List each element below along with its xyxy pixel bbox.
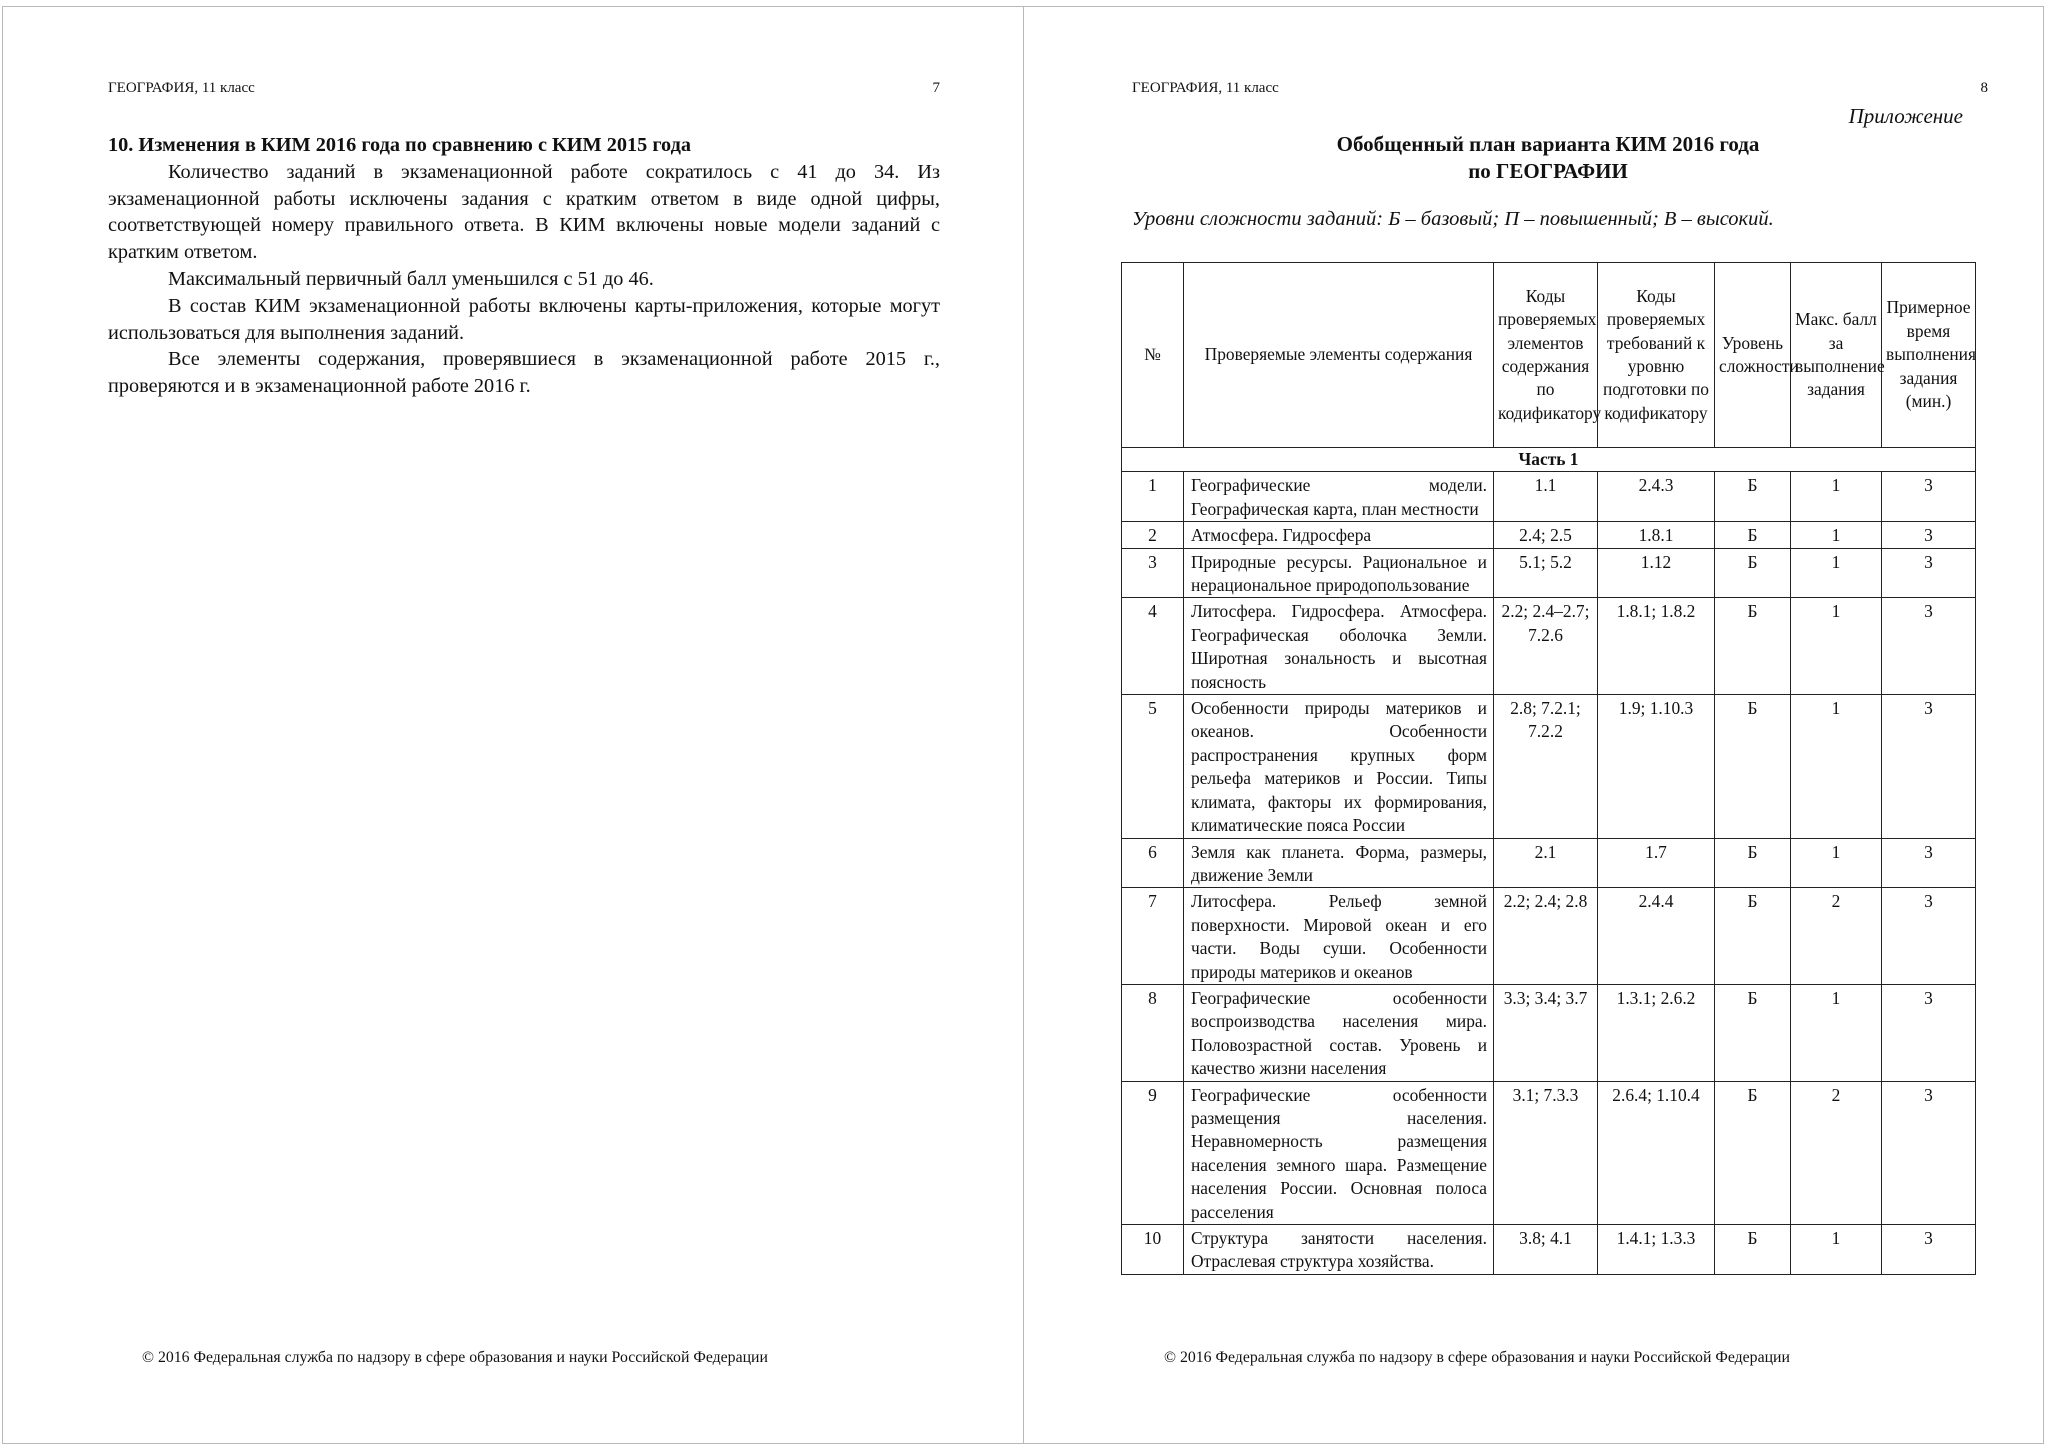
content-codes: 5.1; 5.2 — [1494, 548, 1598, 598]
col-header-requirement-codes: Коды проверяемых требований к уровню подготовки по кодификатору — [1598, 263, 1715, 448]
content-codes: 2.8; 7.2.1; 7.2.2 — [1494, 695, 1598, 838]
difficulty-level: Б — [1715, 838, 1791, 888]
table-row — [1122, 548, 1976, 598]
task-number: 10 — [1122, 1225, 1184, 1275]
left-page — [0, 0, 1023, 1448]
content-codes: 1.1 — [1494, 472, 1598, 522]
task-content: Природные ресурсы. Рациональное и нерациональное природопользование — [1184, 548, 1494, 598]
task-number: 3 — [1122, 548, 1184, 598]
plan-table — [1121, 262, 1976, 1275]
task-number: 7 — [1122, 888, 1184, 985]
task-number: 8 — [1122, 984, 1184, 1081]
difficulty-level: Б — [1715, 548, 1791, 598]
content-codes: 2.2; 2.4–2.7; 7.2.6 — [1494, 598, 1598, 695]
requirement-codes: 1.9; 1.10.3 — [1598, 695, 1715, 838]
time-minutes: 3 — [1882, 598, 1976, 695]
table-row — [1122, 522, 1976, 548]
time-minutes: 3 — [1882, 838, 1976, 888]
section-heading: 10. Изменения в КИМ 2016 года по сравнению с КИМ 2015 года — [108, 134, 692, 156]
difficulty-level: Б — [1715, 695, 1791, 838]
requirement-codes: 2.4.4 — [1598, 888, 1715, 985]
requirement-codes: 1.8.1 — [1598, 522, 1715, 548]
max-score: 1 — [1791, 598, 1882, 695]
requirement-codes: 1.7 — [1598, 838, 1715, 888]
task-number: 4 — [1122, 598, 1184, 695]
left-footer: © 2016 Федеральная служба по надзору в сфере образования и науки Российской Федерации — [142, 1349, 768, 1366]
task-number: 1 — [1122, 472, 1184, 522]
col-header-content-codes: Коды проверяемых элементов содержания по кодификатору — [1494, 263, 1598, 448]
difficulty-levels-note: Уровни сложности заданий: Б – базовый; П – повышенный; В – высокий. — [1132, 208, 1774, 230]
max-score: 1 — [1791, 695, 1882, 838]
task-number: 2 — [1122, 522, 1184, 548]
page-number: 8 — [1980, 80, 1988, 96]
task-content: Литосфера. Рельеф земной поверхности. Мировой океан и его части. Воды суши. Особенности природы материков и океанов — [1184, 888, 1494, 985]
task-number: 6 — [1122, 838, 1184, 888]
difficulty-level: Б — [1715, 984, 1791, 1081]
max-score: 2 — [1791, 888, 1882, 985]
table-row — [1122, 888, 1976, 985]
right-running-header — [1132, 80, 1988, 97]
difficulty-level: Б — [1715, 472, 1791, 522]
paragraph: Все элементы содержания, проверявшиеся в экзаменационной работе 2015 г., проверяются и в экзаменационной работе 2016 г. — [108, 348, 940, 398]
paragraph: Количество заданий в экзаменационной работе сократилось с 41 до 34. Из экзаменационной работы исключены задания с кратким ответом в виде одной цифры, соответствующей номеру правильного ответа. В КИМ включены новые модели заданий с кратким ответом. — [108, 160, 940, 264]
max-score: 1 — [1791, 472, 1882, 522]
table-row — [1122, 838, 1976, 888]
plan-title — [1192, 131, 1904, 185]
time-minutes: 3 — [1882, 522, 1976, 548]
task-number: 5 — [1122, 695, 1184, 838]
paragraph: В состав КИМ экзаменационной работы включены карты-приложения, которые могут использоваться для выполнения заданий. — [108, 294, 940, 344]
requirement-codes: 1.3.1; 2.6.2 — [1598, 984, 1715, 1081]
plan-title-line: Обобщенный план варианта КИМ 2016 года — [1336, 132, 1760, 156]
task-content: Атмосфера. Гидросфера — [1184, 522, 1494, 548]
appendix-label: Приложение — [1848, 104, 1963, 128]
difficulty-level: Б — [1715, 522, 1791, 548]
task-content: Географические модели. Географическая карта, план местности — [1184, 472, 1494, 522]
difficulty-level: Б — [1715, 1225, 1791, 1275]
task-number: 9 — [1122, 1081, 1184, 1224]
header-title: ГЕОГРАФИЯ, 11 класс — [108, 80, 255, 96]
part-label: Часть 1 — [1122, 448, 1976, 472]
time-minutes: 3 — [1882, 1225, 1976, 1275]
max-score: 1 — [1791, 522, 1882, 548]
table-row — [1122, 598, 1976, 695]
max-score: 1 — [1791, 548, 1882, 598]
task-content: Географические особенности воспроизводства населения мира. Половозрастной состав. Уровень и качество жизни населения — [1184, 984, 1494, 1081]
task-content: Земля как планета. Форма, размеры, движение Земли — [1184, 838, 1494, 888]
col-header-number: № — [1122, 263, 1184, 448]
content-codes: 2.1 — [1494, 838, 1598, 888]
max-score: 1 — [1791, 1225, 1882, 1275]
left-running-header — [108, 80, 940, 97]
table-row — [1122, 472, 1976, 522]
col-header-level: Уровень сложности — [1715, 263, 1791, 448]
content-codes: 3.3; 3.4; 3.7 — [1494, 984, 1598, 1081]
difficulty-level: Б — [1715, 598, 1791, 695]
content-codes: 2.2; 2.4; 2.8 — [1494, 888, 1598, 985]
difficulty-level: Б — [1715, 1081, 1791, 1224]
col-header-content: Проверяемые элементы содержания — [1184, 263, 1494, 448]
right-page — [1024, 0, 2048, 1448]
right-footer: © 2016 Федеральная служба по надзору в сфере образования и науки Российской Федерации — [1164, 1349, 1790, 1366]
time-minutes: 3 — [1882, 1081, 1976, 1224]
task-content: Географические особенности размещения населения. Неравномерность размещения населения земного шара. Размещение населения России. Основная полоса расселения — [1184, 1081, 1494, 1224]
page-number: 7 — [932, 80, 940, 96]
plan-title-line: по ГЕОГРАФИИ — [1468, 159, 1628, 183]
time-minutes: 3 — [1882, 548, 1976, 598]
paragraph: Максимальный первичный балл уменьшился с 51 до 46. — [168, 267, 654, 290]
time-minutes: 3 — [1882, 888, 1976, 985]
table-row — [1122, 1225, 1976, 1275]
task-content: Особенности природы материков и океанов. Особенности распространения крупных форм рельефа материков и России. Типы климата, факторы их формирования, климатические пояса России — [1184, 695, 1494, 838]
max-score: 1 — [1791, 838, 1882, 888]
table-row — [1122, 1081, 1976, 1224]
col-header-time: Примерное время выполнения задания (мин.) — [1882, 263, 1976, 448]
requirement-codes: 2.4.3 — [1598, 472, 1715, 522]
requirement-codes: 1.8.1; 1.8.2 — [1598, 598, 1715, 695]
content-codes: 3.1; 7.3.3 — [1494, 1081, 1598, 1224]
requirement-codes: 2.6.4; 1.10.4 — [1598, 1081, 1715, 1224]
content-codes: 2.4; 2.5 — [1494, 522, 1598, 548]
task-content: Литосфера. Гидросфера. Атмосфера. Географическая оболочка Земли. Широтная зональность и высотная поясность — [1184, 598, 1494, 695]
requirement-codes: 1.12 — [1598, 548, 1715, 598]
content-codes: 3.8; 4.1 — [1494, 1225, 1598, 1275]
part-row — [1122, 448, 1976, 472]
max-score: 1 — [1791, 984, 1882, 1081]
time-minutes: 3 — [1882, 984, 1976, 1081]
table-header-row — [1122, 263, 1976, 448]
max-score: 2 — [1791, 1081, 1882, 1224]
header-title: ГЕОГРАФИЯ, 11 класс — [1132, 80, 1279, 96]
col-header-max-score: Макс. балл за выполнение задания — [1791, 263, 1882, 448]
difficulty-level: Б — [1715, 888, 1791, 985]
time-minutes: 3 — [1882, 472, 1976, 522]
table-row — [1122, 984, 1976, 1081]
requirement-codes: 1.4.1; 1.3.3 — [1598, 1225, 1715, 1275]
task-content: Структура занятости населения. Отраслевая структура хозяйства. — [1184, 1225, 1494, 1275]
left-body — [108, 132, 940, 400]
table-row — [1122, 695, 1976, 838]
time-minutes: 3 — [1882, 695, 1976, 838]
